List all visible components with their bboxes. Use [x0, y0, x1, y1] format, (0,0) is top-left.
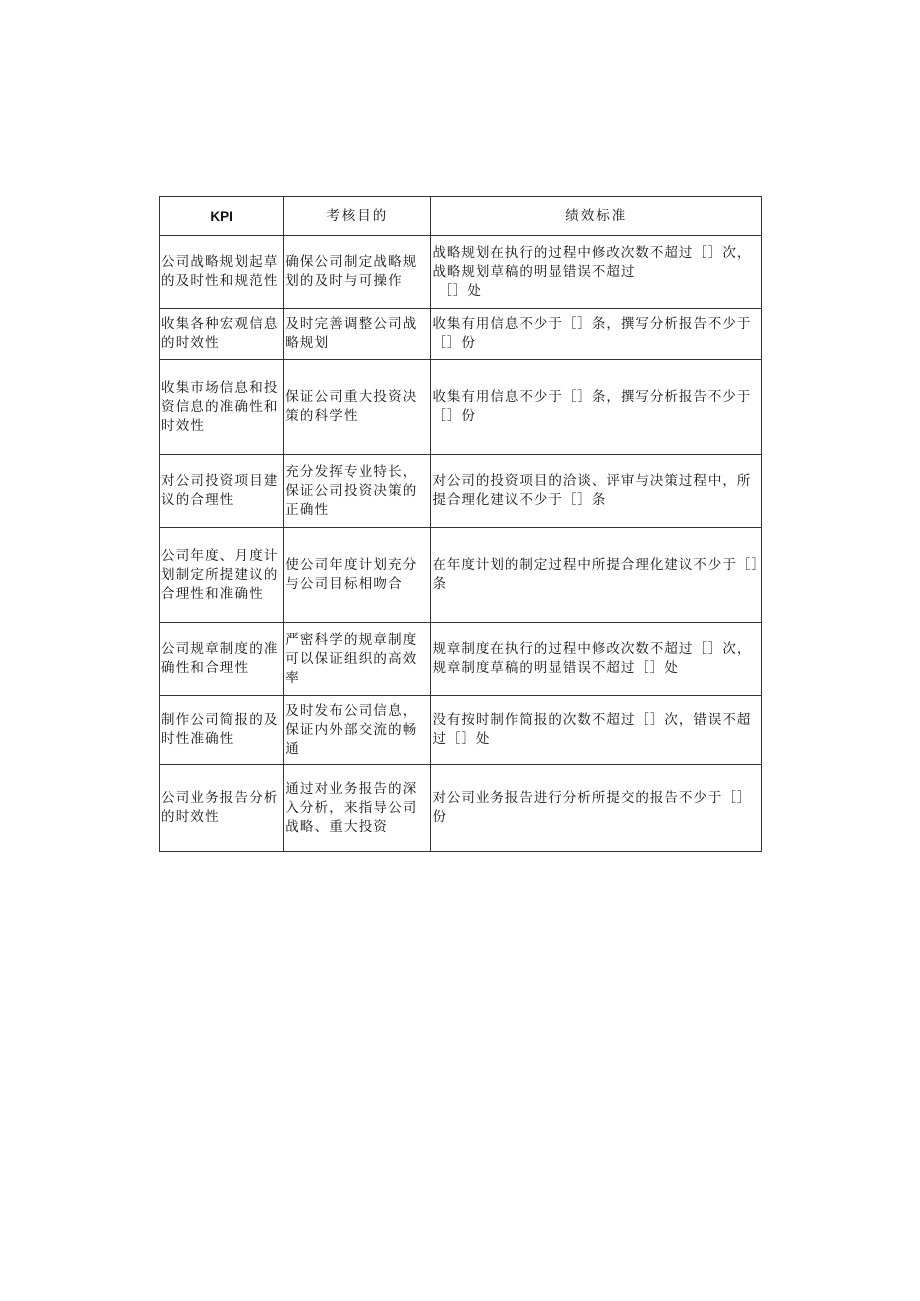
standard-cell: 对公司的投资项目的洽谈、评审与决策过程中，所提合理化建议不少于［］条 [431, 455, 762, 528]
table-row [160, 236, 762, 309]
table-row [160, 528, 762, 623]
kpi-cell: 对公司投资项目建议的合理性 [160, 455, 284, 528]
standard-text: 战略规划在执行的过程中修改次数不超过［］次，战略规划草稿的明显错误不超过 [432, 244, 752, 280]
goal-cell: 充分发挥专业特长，保证公司投资决策的正确性 [284, 455, 431, 528]
goal-cell: 严密科学的规章制度可以保证组织的高效率 [284, 623, 431, 696]
standard-cell: 收集有用信息不少于［］条，撰写分析报告不少于［］份 [431, 360, 762, 455]
table-row [160, 360, 762, 455]
goal-cell: 确保公司制定战略规划的及时与可操作 [284, 236, 431, 309]
standard-cell: 对公司业务报告进行分析所提交的报告不少于［］份 [431, 765, 762, 852]
kpi-cell: 收集各种宏观信息的时效性 [160, 309, 284, 360]
kpi-cell: 收集市场信息和投资信息的准确性和时效性 [160, 360, 284, 455]
table-row [160, 696, 762, 765]
standard-text-continued: ［］处 [438, 282, 482, 299]
standard-cell [431, 236, 762, 309]
standard-cell: 没有按时制作简报的次数不超过［］次，错误不超过［］处 [431, 696, 762, 765]
standard-cell: 收集有用信息不少于［］条，撰写分析报告不少于［］份 [431, 309, 762, 360]
standard-cell: 规章制度在执行的过程中修改次数不超过［］次，规章制度草稿的明显错误不超过［］处 [431, 623, 762, 696]
goal-cell: 及时完善调整公司战略规划 [284, 309, 431, 360]
table-header-row [160, 197, 762, 236]
kpi-table [159, 196, 762, 852]
header-standard: 绩效标准 [431, 197, 762, 236]
goal-cell: 通过对业务报告的深入分析，来指导公司战略、重大投资 [284, 765, 431, 852]
kpi-cell: 公司战略规划起草的及时性和规范性 [160, 236, 284, 309]
table-row [160, 309, 762, 360]
header-goal: 考核目的 [284, 197, 431, 236]
goal-cell: 使公司年度计划充分与公司目标相吻合 [284, 528, 431, 623]
header-kpi: KPI [160, 197, 284, 236]
goal-cell: 保证公司重大投资决策的科学性 [284, 360, 431, 455]
kpi-cell: 公司业务报告分析的时效性 [160, 765, 284, 852]
goal-cell: 及时发布公司信息，保证内外部交流的畅通 [284, 696, 431, 765]
table-row [160, 455, 762, 528]
table-row [160, 765, 762, 852]
kpi-cell: 公司年度、月度计划制定所提建议的合理性和准确性 [160, 528, 284, 623]
standard-cell: 在年度计划的制定过程中所提合理化建议不少于［］条 [431, 528, 762, 623]
kpi-cell: 制作公司简报的及时性准确性 [160, 696, 284, 765]
kpi-cell: 公司规章制度的准确性和合理性 [160, 623, 284, 696]
table-row [160, 623, 762, 696]
